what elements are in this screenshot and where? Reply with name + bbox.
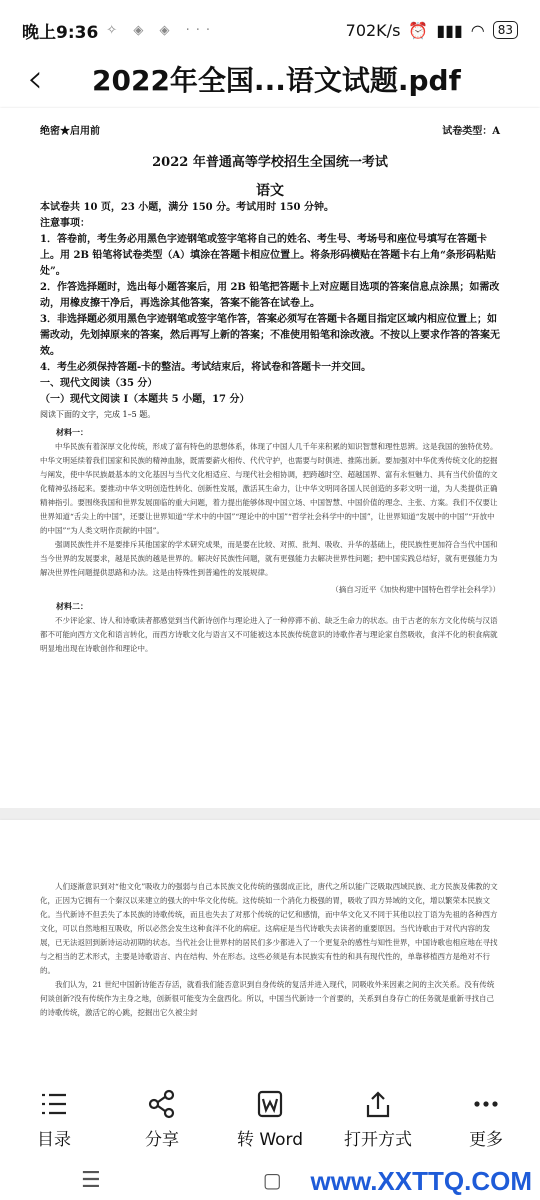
section-1a: （一）现代文阅读 I（本题共 5 小题，17 分） [40,394,250,405]
source-citation: （摘自习近平《加快构建中国特色哲学社会科学》） [331,585,500,594]
watermark: www.XXTTQ.COM [310,1166,532,1196]
notes-title: 注意事项： [40,218,90,229]
convert-word-button[interactable] [216,1078,324,1160]
pdf-page-1[interactable] [0,108,540,808]
signal-icon: ▮▮▮ [436,20,463,40]
status-right [346,21,518,40]
paper-type: 试卷类型：A [442,126,500,137]
word-icon [255,1089,285,1119]
home-icon[interactable]: ▢ [262,1168,282,1192]
upload-icon [363,1089,393,1119]
share-label: 分享 [145,1129,179,1150]
menu-icon[interactable]: ☰ [80,1167,101,1193]
paragraph-2: 强调民族性并不是要排斥其他国家的学术研究成果，而是要在比较、对照、批判、吸收、升华的基础上，使民族性更加符合当代中国和当今世界的发展要求，越是民族的越是世界的。解决好民族性问题，就有更强能力去解决世界性问题；把中国实践总结好，就有更强能力为解决世界性问题提供思路和办法。这是由特殊性到普遍性的发展规律。 [40,540,498,577]
paragraph-5: 我们认为，21 世纪中国新诗能否存活，就看我们能否意识到自身传统的复活并进入现代，同吸收外来因素之间的主次关系。没有传统何谈创新?没有传统作为主身之地，创新很可能变为全盘西化。所以，中国当代新诗一个首要的，关系到自身存亡的任务就是重新寻找自己的诗歌传统，激活它的心跳，挖掘出它久被尘封 [40,980,495,1017]
back-arrow-icon[interactable]: ‹ [27,56,43,102]
material-1-label: 材料一： [56,427,88,437]
pdf-page-2[interactable] [0,820,540,1080]
share-button[interactable] [108,1078,216,1160]
wifi-icon: ◠ [470,20,485,40]
open-with-button[interactable] [324,1078,432,1160]
note-4: 4．考生必须保持答题-卡的整洁。考试结束后，将试卷和答题卡一并交回。 [40,362,372,373]
share-icon [147,1089,177,1119]
section-1: 一、现代文阅读（35 分） [40,378,158,389]
paragraph-1: 中华民族有着深厚文化传统，形成了富有特色的思想体系，体现了中国人几千年来积累的知识智慧和理性思辨。这是我国的独特优势。中华文明延续着我们国家和民族的精神血脉，既需要薪火相传、代代守护，也需要与时俱进、推陈出新。要加强对中华优秀传统文化的挖掘与阐发，使中华民族最基本的文化基因与当代文化相适应、与现代社会相协调，把跨越时空、超越国界、富有永恒魅力、具有当代价值的文化精神弘扬起来。要推动中华文明创造性转化、创新性发展，激活其生命力，让中华文明同各国人民创造的多彩文明一道，为人类提供正确精神指引。要围绕我国和世界发展面临的重大问题，着力提出能够体现中国立场、中国智慧、中国价值的理念、主张、方案。我们不仅要让世界知道“舌尖上的中国”，还要让世界知道“学术中的中国”“理论中的中国”“哲学社会科学中的中国”，让世界知道“发展中的中国”“开放中的中国”“为人类文明作贡献的中国”。 [40,442,498,535]
note-1: 1．答卷前，考生务必用黑色字迹钢笔或签字笔将自己的姓名、考生号、考场号和座位号填写在答题卡上。用 2B 铅笔将试卷类型（A）填涂在答题卡相应位置上。将条形码横贴在答题卡右上角“条形码粘贴处”。 [40,234,496,277]
battery-icon: 83 [493,21,518,39]
paragraph-3: 不少评论家、诗人和诗歌读者都感觉到当代新诗创作与理论进入了一种停滞不前、缺乏生命力的状态。由于古老的东方文化传统与汉语都不可能向西方文化和语言转化，而西方诗歌文化与语言又不可能被这本民族传统意识的诗歌作者与理论家自然吸收，食洋不化的积食病就明显地出现在诗歌创作和理论中。 [40,616,498,653]
notification-icons: ✧ ◈ ◈ ··· [106,22,216,38]
open-with-label: 打开方式 [344,1129,412,1150]
material-2-label: 材料二： [56,601,88,611]
more-label: 更多 [469,1129,503,1150]
more-button[interactable] [432,1078,540,1160]
exam-title: 2022 年普通高等学校招生全国统一考试 [152,155,388,170]
toc-button[interactable] [0,1078,108,1160]
list-icon [39,1089,69,1119]
subject-title: 语文 [256,183,284,199]
paragraph-4: 人们逐渐意识到对“他文化”吸收力的强弱与自己本民族文化传统的强弱成正比，唐代之所以能广泛吸取西域民族、北方民族及佛教的文化，正因为它拥有一个秦汉以来建立的强大的中华文化传统。这传统如一个消化力极强的胃，吸收了四方异域的文化，增以繁荣本民族文化。当代新诗不但丢失了本民族的诗歌传统，而且也失去了对那个传统的记忆和感情，而中华文化又不同于其他以拉丁语为先祖的各种西方文化，可以自然地相互吸收，所以必然会发生这种食洋不化的病症。这病症是当代诗歌失去读者的重要原因。当代诗歌由于对代内容的发展，已无法返回到新诗运动初期的状态。当代社会让世界村的居民们多少都进入了一个更复杂的感性与知性世界，中国诗歌也相应地在寻找与之相当的艺术形式，主要是诗歌语言、内在结构、外在形态。这些必须是有本民族实有性的和具有现代性的，单靠移植西方是绝对不行的。 [40,882,498,975]
note-2: 2．作答选择题时，选出每小题答案后，用 2B 铅笔把答题卡上对应题目选项的答案信息点涂黑；如需改动，用橡皮擦干净后，再选涂其他答案，答案不能答在试卷上。 [40,282,500,309]
status-time: 晚上9:36 [22,22,99,43]
intro-text: 本试卷共 10 页，23 小题，满分 150 分。考试用时 150 分钟。 [40,202,334,213]
secret-label: 绝密★启用前 [40,126,100,137]
doc-meta-row [40,122,500,137]
page-gap [0,808,540,820]
convert-word-label: 转 Word [236,1129,304,1150]
document-title: 2022年全国...语文试题.pdf [92,64,461,97]
network-speed: 702K/s [345,20,401,40]
bottom-toolbar [0,1078,540,1160]
instruction: 阅读下面的文字，完成 1–5 题。 [40,410,156,419]
alarm-icon: ⏰ [408,20,429,40]
more-icon [471,1089,501,1119]
note-3: 3．非选择题必须用黑色字迹钢笔或签字笔作答，答案必须写在答题卡各题目指定区域内相应位置上；如需改动，先划掉原来的答案，然后再写上新的答案；不准使用铅笔和涂改液。不按以上要求作答的答案无效。 [40,314,500,357]
toc-label: 目录 [37,1129,71,1150]
title-bar [0,50,540,108]
